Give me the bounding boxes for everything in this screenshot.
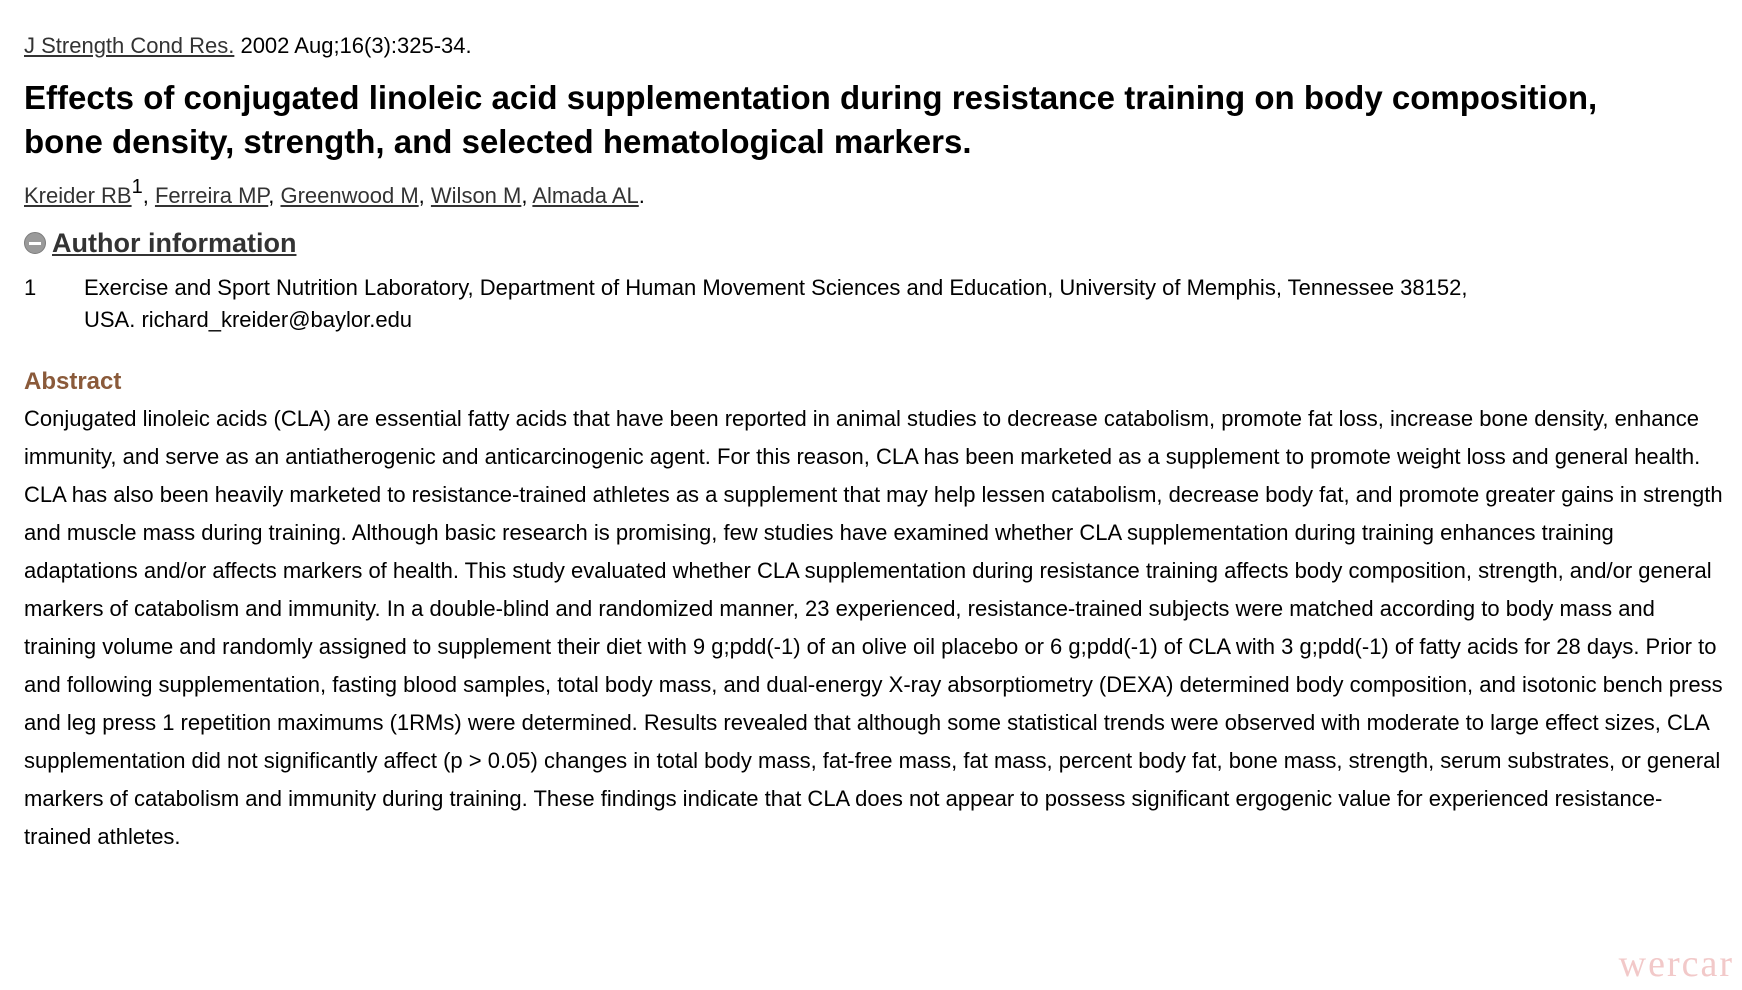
author-link[interactable]: Kreider RB <box>24 183 132 208</box>
citation <box>24 30 1724 62</box>
article-page <box>24 30 1724 856</box>
author-link[interactable]: Ferreira MP <box>154 183 269 208</box>
article-title: Effects of conjugated linoleic acid supplementation during resistance training on body composition, bone density, strength, and selected hematological markers. <box>24 79 1598 160</box>
collapse-icon[interactable] <box>24 232 46 254</box>
affiliation-number: 1 <box>24 275 37 300</box>
abstract-text: Conjugated linoleic acids (CLA) are essential fatty acids that have been reported in animal studies to decrease catabolism, promote fat loss, increase bone density, enhance immunity, and serve as an antiatherogenic and anticarcinogenic agent. For this reason, CLA has been marketed as a supplement to promote weight loss and general health. CLA has also been heavily marketed to resistance-trained athletes as a supplement that may help lessen catabolism, decrease body fat, and promote greater gains in strength and muscle mass during training. Although basic research is promising, few studies have examined whether CLA supplementation during training enhances training adaptations and/or affects markers of health. This study evaluated whether CLA supplementation during resistance training affects body composition, strength, and/or general markers of catabolism and immunity. In a double-blind and randomized manner, 23 experienced, resistance-trained subjects were matched according to body mass and training volume and randomly assigned to supplement their diet with 9 g;pdd(-1) of an olive oil placebo or 6 g;pdd(-1) of CLA with 3 g;pdd(-1) of fatty acids for 28 days. Prior to and following supplementation, fasting blood samples, total body mass, and dual-energy X-ray absorptiometry (DEXA) determined body composition, and isotonic bench press and leg press 1 repetition maximums (1RMs) were determined. Results revealed that although some statistical trends were observed with moderate to large effect sizes, CLA supplementation did not significantly affect (p > 0.05) changes in total body mass, fat-free mass, fat mass, percent body fat, bone mass, strength, serum substrates, or general markers of catabolism and immunity during training. These findings indicate that CLA does not appear to possess significant ergogenic value for experienced resistance-trained athletes. <box>24 406 1723 849</box>
journal-link[interactable]: J Strength Cond Res. <box>24 33 235 58</box>
author-link[interactable]: Greenwood M <box>280 183 419 208</box>
author-information-link[interactable]: Author information <box>52 228 297 258</box>
affiliation-item <box>24 272 1724 336</box>
citation-details: 2002 Aug;16(3):325-34. <box>234 33 472 58</box>
author-link[interactable]: Wilson M <box>430 183 522 208</box>
author-list: Kreider $RB^1$, Ferreira MP, Greenwood M, Wilson M, Almada AL. <box>24 175 645 208</box>
author-affiliation-sup: 1 <box>131 175 143 198</box>
abstract-heading: Abstract <box>24 368 122 395</box>
affiliation-text: Exercise and Sport Nutrition Laboratory, Department of Human Movement Sciences and Education, University of Memphis, Tennessee 38152, USA. richard_kreider@baylor.edu <box>84 275 1468 332</box>
author-information-toggle[interactable] <box>24 226 1724 260</box>
author-link[interactable]: Almada AL <box>532 183 639 208</box>
watermark: wercar <box>1618 943 1734 985</box>
